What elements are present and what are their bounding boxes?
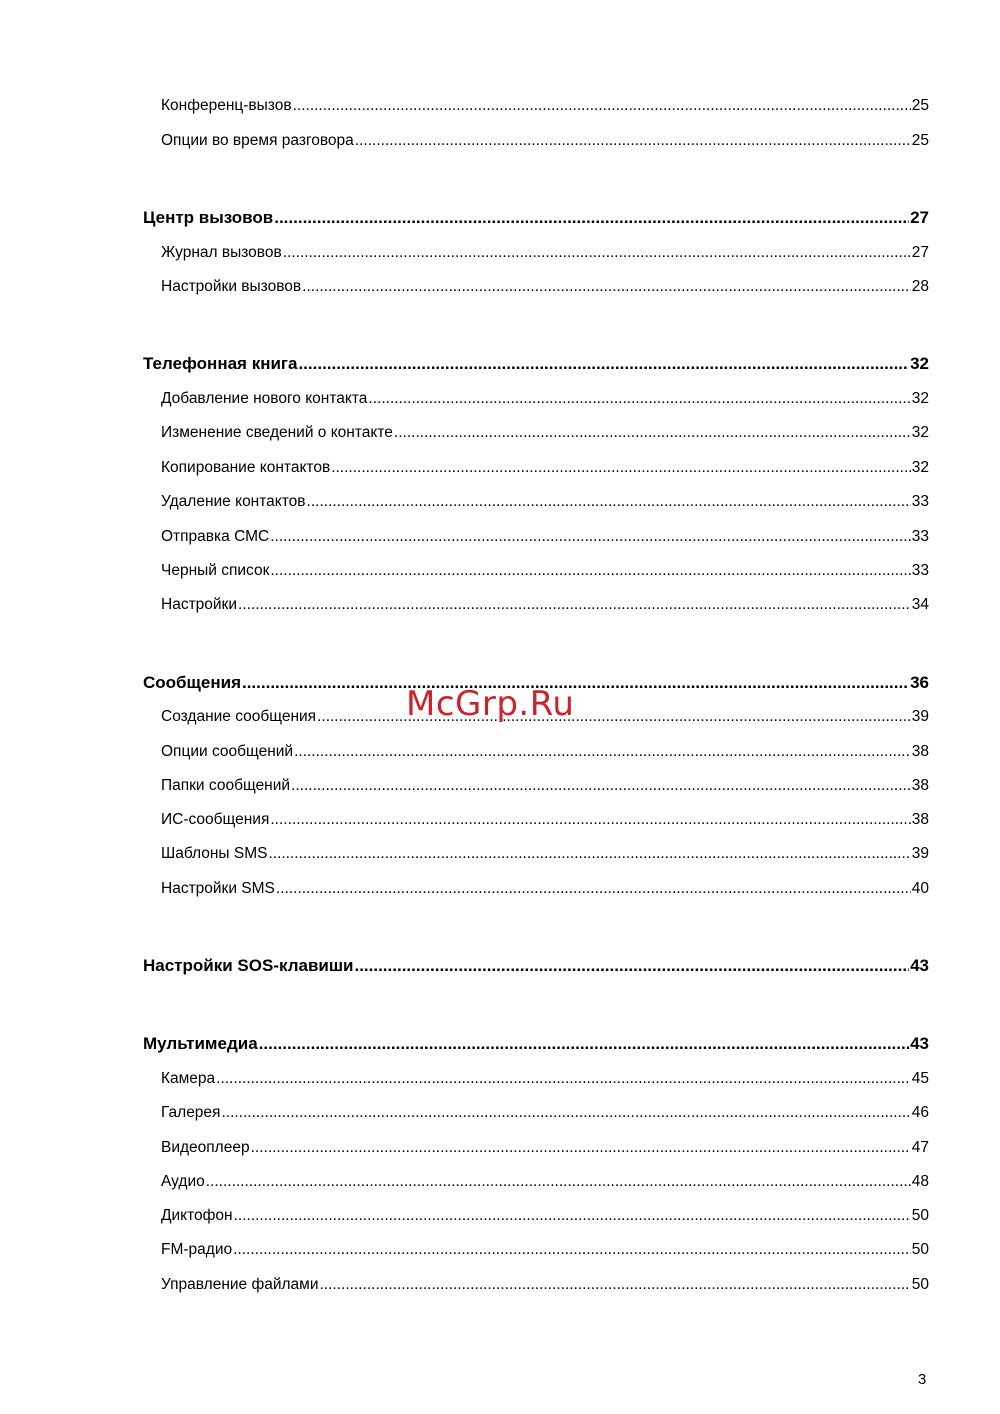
toc-entry-title: Добавление нового контакта <box>161 390 368 407</box>
toc-entry-page: 32 <box>911 390 929 407</box>
toc-entry-title: Шаблоны SMS <box>161 845 268 862</box>
dot-leader <box>216 1069 911 1089</box>
toc-entry[interactable] <box>161 1206 929 1226</box>
toc-entry-page: 33 <box>911 528 929 545</box>
toc-entry-page: 33 <box>911 493 929 510</box>
dot-leader <box>259 1034 909 1054</box>
toc-entry-page: 32 <box>911 424 929 441</box>
dot-leader <box>283 243 911 263</box>
toc-entry-page: 46 <box>911 1104 929 1121</box>
toc-entry-title: Настройки вызовов <box>161 278 302 295</box>
dot-leader <box>233 1240 911 1260</box>
toc-entry[interactable] <box>161 844 929 864</box>
toc-entry-page: 27 <box>910 208 929 227</box>
dot-leader <box>394 423 911 443</box>
toc-entry-title: Камера <box>161 1070 216 1087</box>
toc-entry-title: FM-радио <box>161 1241 233 1258</box>
toc-entry-page: 38 <box>911 743 929 760</box>
toc-entry-title: Видеоплеер <box>161 1139 250 1156</box>
toc-entry-title: Удаление контактов <box>161 493 306 510</box>
dot-leader <box>368 389 910 409</box>
dot-leader <box>294 742 911 762</box>
toc-entry-page: 25 <box>911 132 929 149</box>
toc-entry-page: 33 <box>911 562 929 579</box>
toc-entry[interactable] <box>161 561 929 581</box>
toc-entry[interactable] <box>161 96 929 116</box>
dot-leader <box>270 810 910 830</box>
toc-entry[interactable] <box>161 879 929 899</box>
toc-entry-title: Опции во время разговора <box>161 132 354 149</box>
dot-leader <box>302 277 911 297</box>
toc-entry-title: Настройки SOS-клавиши <box>143 956 354 975</box>
toc-entry[interactable] <box>161 1275 929 1295</box>
toc-entry-title: Конференц-вызов <box>161 97 292 114</box>
toc-entry-page: 38 <box>911 811 929 828</box>
dot-leader <box>298 354 909 374</box>
toc-entry[interactable] <box>161 742 929 762</box>
page-number: 3 <box>918 1371 927 1388</box>
toc-entry-title: Опции сообщений <box>161 743 294 760</box>
dot-leader <box>270 561 910 581</box>
toc-entry-page: 50 <box>911 1241 929 1258</box>
toc-entry-title: Галерея <box>161 1104 221 1121</box>
toc-entry-title: Копирование контактов <box>161 459 331 476</box>
dot-leader <box>354 956 909 976</box>
toc-entry-page: 47 <box>911 1139 929 1156</box>
toc-entry[interactable] <box>161 131 929 151</box>
toc-entry-title: Телефонная книга <box>143 354 298 373</box>
toc-entry-page: 39 <box>911 708 929 725</box>
toc-entry[interactable] <box>161 1138 929 1158</box>
toc-entry[interactable] <box>161 458 929 478</box>
toc-section-heading[interactable] <box>143 956 929 976</box>
dot-leader <box>291 776 911 796</box>
toc-entry-title: Создание сообщения <box>161 708 317 725</box>
toc-entry-page: 45 <box>911 1070 929 1087</box>
toc-entry-title: Мультимедиа <box>143 1034 258 1053</box>
toc-entry-title: Настройки <box>161 596 238 613</box>
toc-entry-title: Изменение сведений о контакте <box>161 424 393 441</box>
toc-entry-page: 34 <box>911 596 929 613</box>
toc-entry[interactable] <box>161 423 929 443</box>
dot-leader <box>276 879 911 899</box>
toc-entry[interactable] <box>161 1103 929 1123</box>
dot-leader <box>270 527 911 547</box>
dot-leader <box>319 1275 910 1295</box>
toc-section-heading[interactable] <box>143 1034 929 1054</box>
dot-leader <box>242 673 909 693</box>
dot-leader <box>268 844 910 864</box>
dot-leader <box>307 492 911 512</box>
toc-entry[interactable] <box>161 776 929 796</box>
toc-entry-title: Сообщения <box>143 673 241 692</box>
toc-entry[interactable] <box>161 1240 929 1260</box>
toc-entry-title: ИС-сообщения <box>161 811 270 828</box>
toc-entry-page: 40 <box>911 880 929 897</box>
watermark: McGrp.Ru <box>406 684 575 724</box>
toc-entry[interactable] <box>161 277 929 297</box>
toc-entry-title: Журнал вызовов <box>161 244 282 261</box>
toc-entry-page: 32 <box>910 354 929 373</box>
toc-entry-title: Диктофон <box>161 1207 233 1224</box>
dot-leader <box>293 96 911 116</box>
toc-entry[interactable] <box>161 492 929 512</box>
dot-leader <box>238 595 911 615</box>
toc-entry-page: 38 <box>911 777 929 794</box>
toc-entry-page: 50 <box>911 1276 929 1293</box>
toc-entry-page: 43 <box>910 1034 929 1053</box>
toc-entry[interactable] <box>161 527 929 547</box>
dot-leader <box>234 1206 911 1226</box>
toc-entry-title: Аудио <box>161 1173 205 1190</box>
toc-entry-title: Черный список <box>161 562 270 579</box>
toc-entry-title: Отправка СМС <box>161 528 270 545</box>
toc-entry[interactable] <box>161 810 929 830</box>
toc-entry-title: Центр вызовов <box>143 208 274 227</box>
dot-leader <box>274 208 909 228</box>
toc-section-heading[interactable] <box>143 208 929 228</box>
toc-entry-page: 32 <box>911 459 929 476</box>
toc-section-heading[interactable] <box>143 354 929 374</box>
dot-leader <box>331 458 911 478</box>
toc-entry-page: 27 <box>911 244 929 261</box>
toc-entry[interactable] <box>161 1069 929 1089</box>
toc-entry-title: Настройки SMS <box>161 880 275 897</box>
toc-entry[interactable] <box>161 389 929 409</box>
toc-entry-page: 43 <box>910 956 929 975</box>
toc-entry-title: Управление файлами <box>161 1276 319 1293</box>
dot-leader <box>355 131 911 151</box>
toc-entry-title: Папки сообщений <box>161 777 291 794</box>
dot-leader <box>206 1172 911 1192</box>
toc-entry-page: 39 <box>911 845 929 862</box>
toc-entry-page: 36 <box>910 673 929 692</box>
toc-entry-page: 28 <box>911 278 929 295</box>
toc-entry[interactable] <box>161 1172 929 1192</box>
toc-entry-page: 25 <box>911 97 929 114</box>
dot-leader <box>251 1138 911 1158</box>
toc-entry[interactable] <box>161 595 929 615</box>
toc-entry[interactable] <box>161 243 929 263</box>
toc-entry-page: 48 <box>911 1173 929 1190</box>
dot-leader <box>221 1103 910 1123</box>
toc-entry-page: 50 <box>911 1207 929 1224</box>
